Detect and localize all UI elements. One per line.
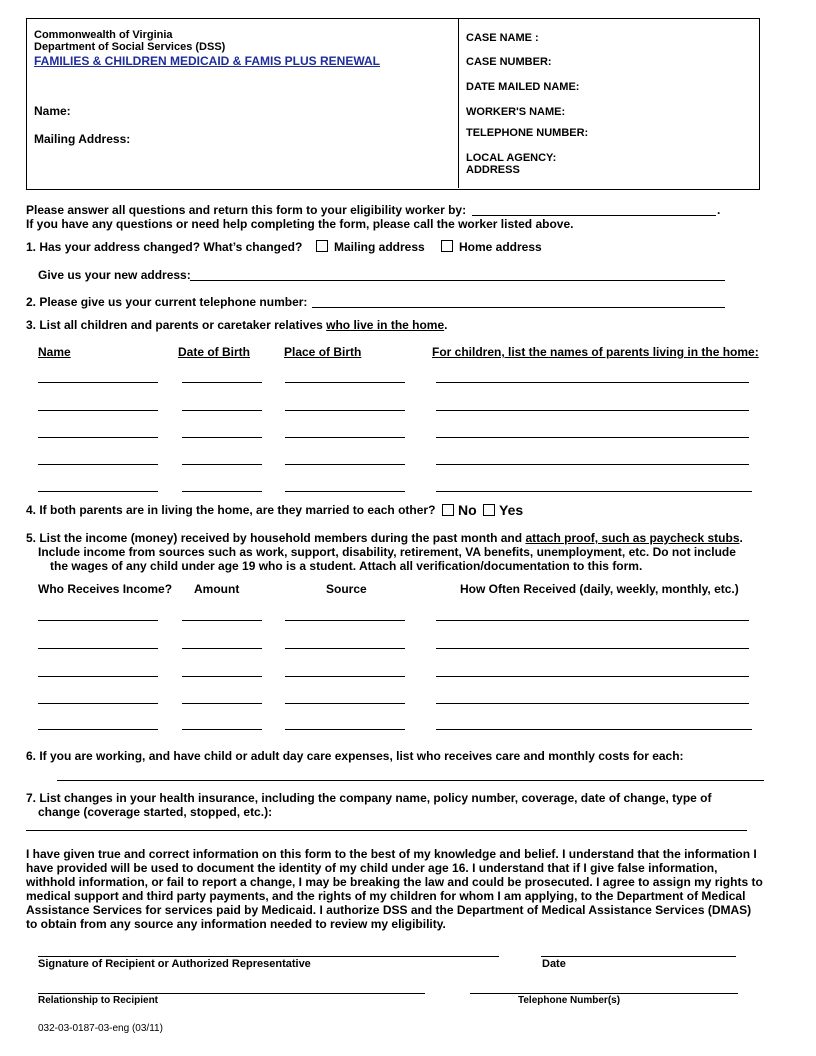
source-field[interactable]: [285, 648, 405, 649]
worker-name-label: WORKER'S NAME:: [466, 106, 566, 118]
name-field[interactable]: [38, 437, 158, 438]
name-label: Name:: [34, 104, 71, 118]
certification-line1: I have given true and correct information on this form to the best of my knowledge and belief. I understand that the information I: [26, 847, 757, 861]
q4-text: 4. If both parents are in living the home, are they married to each other?: [26, 503, 436, 517]
q5-line1-prefix: 5. List the income (money) received by household members during the past month and: [26, 531, 523, 545]
q3-text: [26, 318, 448, 332]
date-mailed-label: DATE MAILED NAME:: [466, 81, 580, 93]
pob-field[interactable]: [285, 464, 405, 465]
amount-field[interactable]: [182, 648, 262, 649]
certification-line6: to obtain from any source any information needed to review my eligibility.: [26, 917, 446, 931]
case-number-label: CASE NUMBER:: [466, 56, 552, 68]
col-often-header: How Often Received (daily, weekly, monthly, etc.): [460, 582, 739, 596]
name-field[interactable]: [38, 410, 158, 411]
who-field[interactable]: [38, 648, 158, 649]
pob-field[interactable]: [285, 382, 405, 383]
q3-text-suffix: .: [444, 318, 448, 332]
header-divider: [458, 18, 459, 188]
often-field[interactable]: [436, 620, 749, 621]
col-who-header: Who Receives Income?: [38, 582, 173, 596]
source-field[interactable]: [285, 676, 405, 677]
return-by-field[interactable]: [472, 215, 716, 216]
telephone-label: TELEPHONE NUMBER:: [466, 127, 589, 139]
name-field[interactable]: [38, 491, 158, 492]
telephone-numbers-field[interactable]: [470, 993, 738, 994]
date-label: Date: [542, 958, 566, 970]
address-label: ADDRESS: [466, 164, 520, 176]
married-yes-label: Yes: [499, 502, 524, 518]
case-name-label: CASE NAME :: [466, 32, 539, 44]
col-amount-header: Amount: [194, 582, 240, 596]
certification-line3: withhold information, or fail to report a change, I may be breaking the law and could be prosecuted. I agree to assign my rights to: [26, 875, 763, 889]
married-yes-checkbox[interactable]: [483, 504, 495, 516]
dob-field[interactable]: [182, 382, 262, 383]
local-agency-label: LOCAL AGENCY:: [466, 152, 557, 164]
source-field[interactable]: [285, 703, 405, 704]
who-field[interactable]: [38, 703, 158, 704]
form-number: 032-03-0187-03-eng (03/11): [38, 1023, 163, 1034]
often-field[interactable]: [436, 703, 749, 704]
col-dob-header: Date of Birth: [178, 345, 250, 359]
amount-field[interactable]: [182, 703, 262, 704]
dob-field[interactable]: [182, 437, 262, 438]
often-field[interactable]: [436, 729, 752, 730]
new-address-label: Give us your new address:: [38, 268, 191, 282]
certification-line4: medical support and third party payments, and the rights of my children for whom I am applying, to the Department of Medical: [26, 889, 746, 903]
parents-field[interactable]: [436, 382, 749, 383]
amount-field[interactable]: [182, 729, 262, 730]
mailing-address-label: Mailing Address:: [34, 132, 131, 146]
q1-text: 1. Has your address changed? What’s changed?: [26, 240, 303, 254]
intro-line1: Please answer all questions and return this form to your eligibility worker by:: [26, 203, 467, 217]
parents-field[interactable]: [436, 491, 752, 492]
mailing-address-option[interactable]: [316, 240, 425, 254]
married-no-checkbox[interactable]: [442, 504, 454, 516]
relationship-field[interactable]: [38, 993, 425, 994]
col-pob-header: Place of Birth: [284, 345, 362, 359]
intro-line1-end: .: [717, 203, 721, 217]
source-field[interactable]: [285, 729, 405, 730]
pob-field[interactable]: [285, 410, 405, 411]
org-line1: Commonwealth of Virginia: [34, 29, 173, 41]
pob-field[interactable]: [285, 491, 405, 492]
who-field[interactable]: [38, 620, 158, 621]
q5-line1: [26, 531, 743, 545]
date-field[interactable]: [541, 956, 736, 957]
name-field[interactable]: [38, 464, 158, 465]
certification-line5: Assistance Services for services paid by Medicaid. I authorize DSS and the Department of Medical Assistance Services (DMAS): [26, 903, 752, 917]
dob-field[interactable]: [182, 491, 262, 492]
certification-line2: have provided will be used to document the identity of my child under age 16. I understand that if I give false information,: [26, 861, 718, 875]
name-field[interactable]: [38, 382, 158, 383]
mailing-address-option-label: Mailing address: [334, 240, 425, 254]
home-address-checkbox[interactable]: [441, 240, 453, 252]
q5-line3: the wages of any child under age 19 who is a student. Attach all verification/documentation to this form.: [50, 559, 643, 573]
telephone-numbers-label: Telephone Number(s): [518, 995, 621, 1006]
q5-line2: Include income from sources such as work, support, disability, retirement, VA benefits, unemployment, etc. Do not include: [38, 545, 736, 559]
often-field[interactable]: [436, 648, 749, 649]
amount-field[interactable]: [182, 620, 262, 621]
amount-field[interactable]: [182, 676, 262, 677]
parents-field[interactable]: [436, 464, 749, 465]
who-field[interactable]: [38, 676, 158, 677]
col-name-header: Name: [38, 345, 71, 359]
q3-text-prefix: 3. List all children and parents or caretaker relatives: [26, 318, 323, 332]
signature-label: Signature of Recipient or Authorized Representative: [38, 958, 311, 970]
q5-line1-underlined: attach proof, such as paycheck stubs: [525, 531, 740, 545]
often-field[interactable]: [436, 676, 749, 677]
pob-field[interactable]: [285, 437, 405, 438]
signature-field[interactable]: [38, 956, 499, 957]
daycare-field[interactable]: [57, 780, 764, 781]
parents-field[interactable]: [436, 437, 749, 438]
relationship-label: Relationship to Recipient: [38, 995, 159, 1006]
insurance-changes-field[interactable]: [26, 830, 747, 831]
home-address-option-label: Home address: [459, 240, 542, 254]
dob-field[interactable]: [182, 410, 262, 411]
telephone-field[interactable]: [312, 307, 725, 308]
q3-text-underlined: who live in the home: [326, 318, 445, 332]
parents-field[interactable]: [436, 410, 749, 411]
mailing-address-checkbox[interactable]: [316, 240, 328, 252]
dob-field[interactable]: [182, 464, 262, 465]
q7-line1: 7. List changes in your health insurance, including the company name, policy number, coverage, date of change, type of: [26, 791, 712, 805]
q6-text: 6. If you are working, and have child or adult day care expenses, list who receives care and monthly costs for each:: [26, 749, 684, 763]
col-parents-header: For children, list the names of parents living in the home:: [432, 345, 759, 359]
col-source-header: Source: [326, 582, 367, 596]
home-address-option[interactable]: [441, 240, 542, 254]
intro-line2: If you have any questions or need help completing the form, please call the worker listed above.: [26, 217, 574, 231]
source-field[interactable]: [285, 620, 405, 621]
married-no-label: No: [458, 502, 477, 518]
q2-text: 2. Please give us your current telephone number:: [26, 295, 308, 309]
org-line2: Department of Social Services (DSS): [34, 41, 226, 53]
married-no-option[interactable]: [442, 502, 477, 518]
who-field[interactable]: [38, 729, 158, 730]
form-title: FAMILIES & CHILDREN MEDICAID & FAMIS PLUS RENEWAL: [34, 54, 381, 68]
married-yes-option[interactable]: [483, 502, 523, 518]
q5-line1-suffix: .: [739, 531, 743, 545]
q7-line2: change (coverage started, stopped, etc.):: [38, 805, 273, 819]
new-address-field[interactable]: [190, 280, 725, 281]
